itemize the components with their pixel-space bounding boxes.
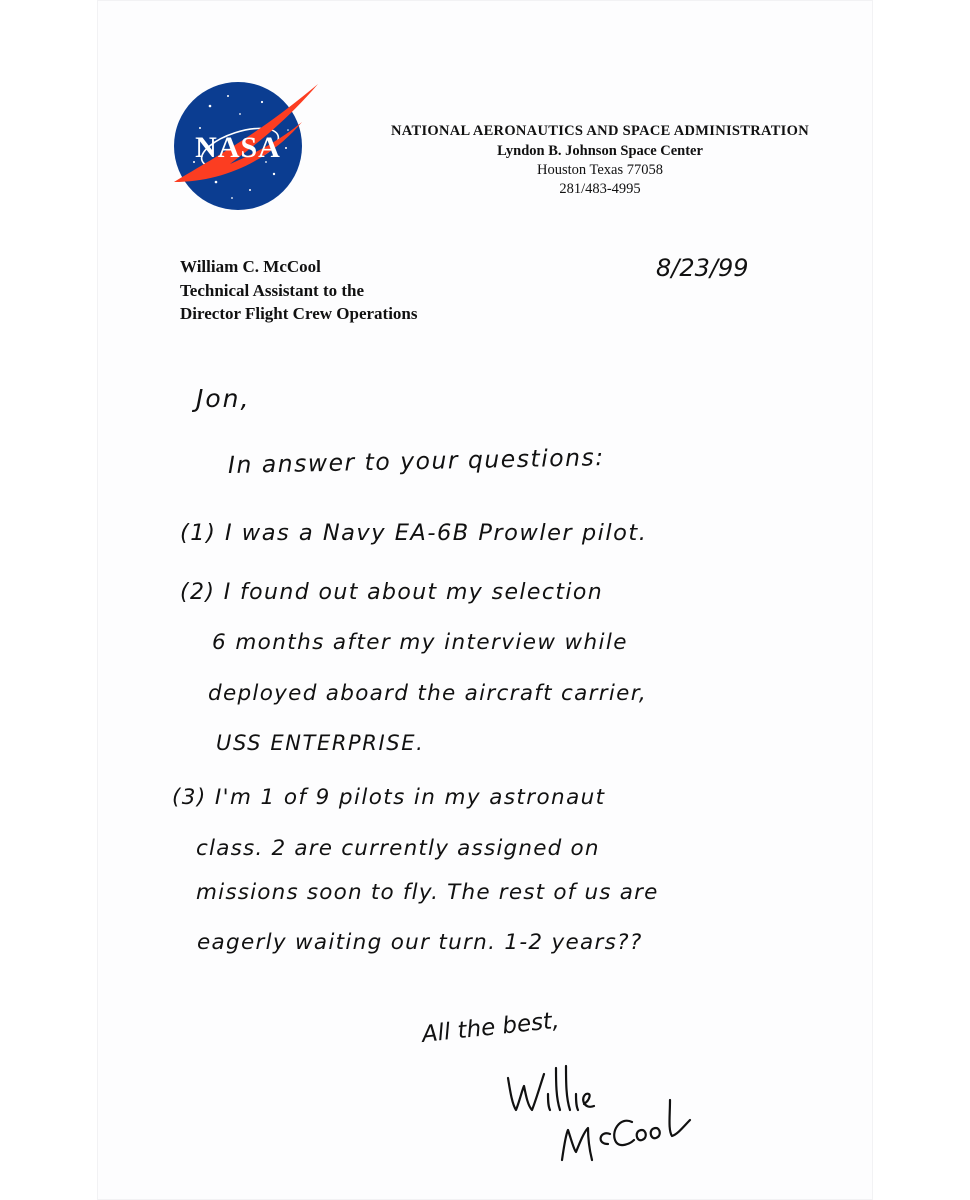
letter-greeting: Jon,	[196, 384, 251, 413]
handwritten-signature	[500, 1060, 700, 1170]
letter-line: (3) I'm 1 of 9 pilots in my astronaut	[172, 785, 606, 810]
letterhead-agency: NATIONAL AERONAUTICS AND SPACE ADMINISTRATION	[391, 123, 809, 139]
letter-intro: In answer to your questions:	[227, 443, 605, 479]
letterhead-center: Lyndon B. Johnson Space Center	[497, 143, 703, 159]
letter-line: eagerly waiting our turn. 1-2 years??	[197, 930, 643, 955]
sender-title-line2: Director Flight Crew Operations	[180, 304, 418, 323]
letter-line: class. 2 are currently assigned on	[196, 836, 600, 861]
letter-date: 8/23/99	[656, 254, 749, 282]
letter-line: deployed aboard the aircraft carrier,	[208, 681, 648, 706]
letter-line: 6 months after my interview while	[212, 630, 628, 655]
letter-line: (2) I found out about my selection	[180, 580, 604, 605]
nasa-logo	[170, 78, 320, 214]
letterhead-address: Houston Texas 77058	[537, 162, 663, 178]
letter-line: missions soon to fly. The rest of us are	[196, 880, 659, 905]
sender-title-line1: Technical Assistant to the	[180, 280, 365, 300]
sender-block	[180, 255, 418, 326]
svg-text:NASA: NASA	[195, 131, 281, 164]
letterhead	[330, 121, 870, 199]
letterhead-phone: 281/483-4995	[559, 181, 641, 197]
letter-line: (1) I was a Navy EA-6B Prowler pilot.	[180, 520, 648, 546]
sender-name: William C. McCool	[180, 257, 321, 276]
letter-closing: All the best,	[420, 1007, 561, 1048]
letter-line: USS ENTERPRISE.	[216, 731, 425, 755]
